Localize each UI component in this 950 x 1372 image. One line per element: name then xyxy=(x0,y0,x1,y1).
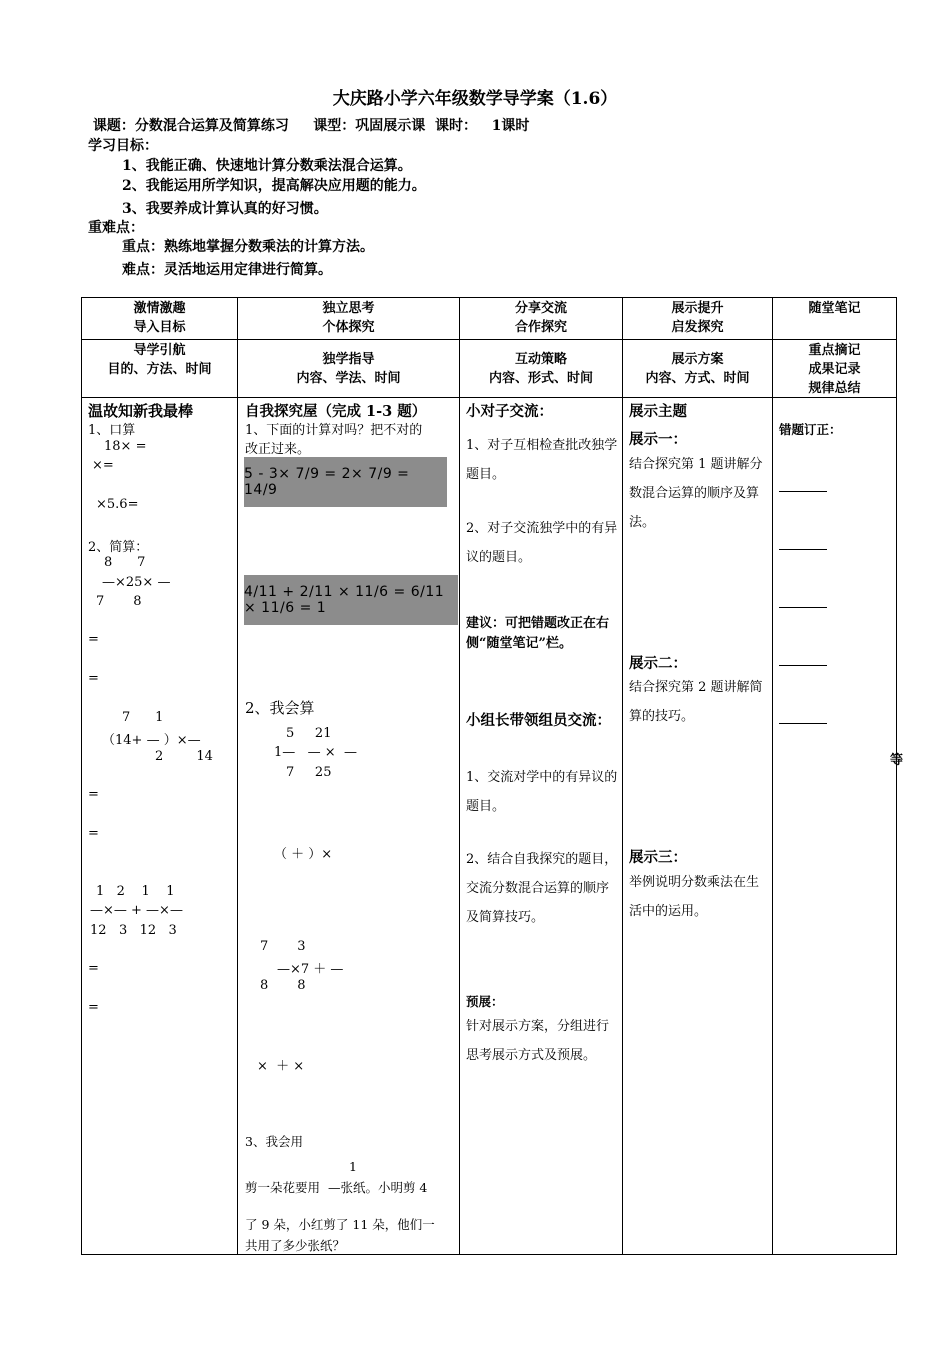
equals-line: = xyxy=(88,787,99,802)
show-three-text: 举例说明分数乘法在生活中的运用。 xyxy=(629,875,760,919)
fraction-expression: 1— — × — xyxy=(274,745,357,760)
show-three-label: 展示三： xyxy=(629,849,687,866)
col3-suggestion: 建议：可把错题改正在右侧“随堂笔记”栏。 xyxy=(466,616,610,651)
col2-text: 改正过来。 xyxy=(245,442,311,457)
fraction-denominator: 7 25 xyxy=(286,765,332,780)
goal-item: 1、我能正确、快速地计算分数乘法混合运算。 xyxy=(122,158,412,174)
show-two-label: 展示二： xyxy=(629,655,687,672)
fraction-numerator: 1 2 1 1 xyxy=(96,884,175,899)
col-divider xyxy=(896,297,897,1255)
col2-heading: 自我探究屋（完成 1-3 题） xyxy=(245,403,427,420)
col3-paragraph: 1、交流对学中的有异议的题目。 xyxy=(466,770,618,814)
equals-line: = xyxy=(88,1000,99,1015)
col3-heading: 小对子交流： xyxy=(466,403,553,420)
header-line: 导入目标 xyxy=(133,320,186,335)
goal-item: 2、我能运用所学知识，提高解决应用题的能力。 xyxy=(122,178,426,194)
equals-line: = xyxy=(88,671,99,686)
header-line: 展示方案 xyxy=(671,352,724,367)
key-point: 重点：熟练地掌握分数乘法的计算方法。 xyxy=(122,239,374,255)
show-one-text: 结合探究第 1 题讲解分数混合运算的顺序及算法。 xyxy=(629,457,763,530)
header-cell xyxy=(623,299,772,337)
fraction-numerator: 1 xyxy=(349,1159,357,1174)
equals-line: = xyxy=(88,826,99,841)
fraction-numerator: 8 7 xyxy=(104,555,146,570)
note-line xyxy=(779,491,827,492)
col1-heading: 温故知新我最棒 xyxy=(88,402,194,420)
fraction-numerator: 7 1 xyxy=(122,710,164,725)
col-divider xyxy=(459,297,460,1255)
header-line: 激情激趣 xyxy=(133,301,186,316)
header-cell xyxy=(238,350,459,388)
col1-text: ×5.6= xyxy=(96,497,139,512)
col3-paragraph: 2、对子交流独学中的有异议的题目。 xyxy=(466,521,618,565)
header-cell xyxy=(460,350,622,388)
fraction-expression: （14+ — ）×— xyxy=(102,733,201,748)
show-two-text: 结合探究第 2 题讲解简算的技巧。 xyxy=(629,680,763,724)
col2-text: 了 9 朵，小红剪了 11 朵，他们一 xyxy=(245,1217,435,1232)
header-cell xyxy=(460,299,622,337)
lesson-info: 课题：分数混合运算及简算练习 课型：巩固展示课 课时： 1课时 xyxy=(88,118,530,134)
header-line: 互动策略 xyxy=(514,352,567,367)
fraction-expression: —×7 ＋ — xyxy=(277,962,344,977)
table-border-top xyxy=(81,297,897,298)
key-label: 重难点： xyxy=(88,220,144,236)
header-line: 重点摘记 xyxy=(808,343,861,358)
header-line: 展示提升 xyxy=(671,301,724,316)
col2-text: 2、我会算 xyxy=(245,699,315,717)
fraction-denominator: 7 8 xyxy=(96,594,142,609)
table-border-bottom xyxy=(81,1254,897,1255)
header-line: 规律总结 xyxy=(808,381,861,396)
header-line: 内容、学法、时间 xyxy=(296,371,401,386)
goals-label: 学习目标： xyxy=(88,138,158,154)
fraction-denominator: 8 8 xyxy=(260,978,306,993)
fraction-numerator: 5 21 xyxy=(286,726,332,741)
key-point: 难点：灵活地运用定律进行简算。 xyxy=(122,262,332,278)
header-cell xyxy=(82,299,237,337)
header-line: 分享交流 xyxy=(514,301,567,316)
col-divider xyxy=(237,297,238,1255)
header-line: 个体探究 xyxy=(322,320,375,335)
col-divider xyxy=(81,297,82,1255)
equals-line: = xyxy=(88,961,99,976)
header-line: 启发探究 xyxy=(671,320,724,335)
col3-paragraph: 2、结合自我探究的题目，交流分数混合运算的顺序及简算技巧。 xyxy=(466,852,618,925)
goal-item: 3、我要养成计算认真的好习惯。 xyxy=(122,201,328,217)
header-line: 合作探究 xyxy=(514,320,567,335)
fraction-numerator: 7 3 xyxy=(260,939,306,954)
header-line: 独立思考 xyxy=(322,301,375,316)
col1-text: 18× = xyxy=(104,439,147,454)
header-line: 独学指导 xyxy=(322,352,375,367)
col2-expression: × ＋ × xyxy=(257,1059,305,1074)
fraction-expression: —×25× — xyxy=(102,575,171,590)
header-cell xyxy=(773,299,896,318)
header-line: 导学引航 xyxy=(133,343,186,358)
col1-text: 1、口算 xyxy=(88,423,136,438)
col-divider xyxy=(622,297,623,1255)
correction-label: 错题订正： xyxy=(779,422,842,437)
show-one-label: 展示一： xyxy=(629,431,687,448)
fraction-expression: —×— + —×— xyxy=(90,903,183,918)
header-line: 内容、形式、时间 xyxy=(488,371,593,386)
page-title: 大庆路小学六年级数学导学案（1.6） xyxy=(332,89,618,109)
header-cell xyxy=(82,341,237,379)
col4-heading: 展示主题 xyxy=(629,403,687,420)
col1-text: 2、简算： xyxy=(88,540,149,555)
col2-expression: （ ＋ ）× xyxy=(274,847,333,862)
col3-paragraph: 1、对子互相检查批改独学题目。 xyxy=(466,438,618,482)
fraction-denominator: 12 3 12 3 xyxy=(90,923,177,938)
col1-text: ×= xyxy=(92,458,114,473)
header-cell xyxy=(773,341,896,398)
header-line: 成果记录 xyxy=(808,362,861,377)
header-line: 目的、方法、时间 xyxy=(107,362,212,377)
fraction-denominator: 2 14 xyxy=(155,749,213,764)
note-line xyxy=(779,723,827,724)
col2-text: 剪一朵花要用 —张纸。小明剪 4 xyxy=(245,1180,428,1195)
col-divider xyxy=(772,297,773,1255)
margin-char: 等 xyxy=(890,753,904,768)
col3-paragraph: 针对展示方案，分组进行思考展示方式及预展。 xyxy=(466,1019,610,1063)
note-line xyxy=(779,607,827,608)
header-cell xyxy=(238,299,459,337)
col3-label: 预展： xyxy=(466,994,504,1009)
note-line xyxy=(779,549,827,550)
col2-text: 共用了多少张纸？ xyxy=(245,1238,346,1253)
header-line: 内容、方式、时间 xyxy=(645,371,750,386)
col3-heading: 小组长带领组员交流： xyxy=(466,712,611,729)
equation-image: 5 - 3× 7/9 = 2× 7/9 = 14/9 xyxy=(244,457,447,507)
equals-line: = xyxy=(88,632,99,647)
header-cell xyxy=(623,350,772,388)
equation-image: 4/11 + 2/11 × 11/6 = 6/11 × 11/6 = 1 xyxy=(244,575,458,625)
row-divider xyxy=(81,339,897,340)
note-line xyxy=(779,665,827,666)
header-line: 随堂笔记 xyxy=(808,301,861,316)
col2-text: 3、我会用 xyxy=(245,1134,303,1149)
col2-text: 1、下面的计算对吗？把不对的 xyxy=(245,423,423,438)
